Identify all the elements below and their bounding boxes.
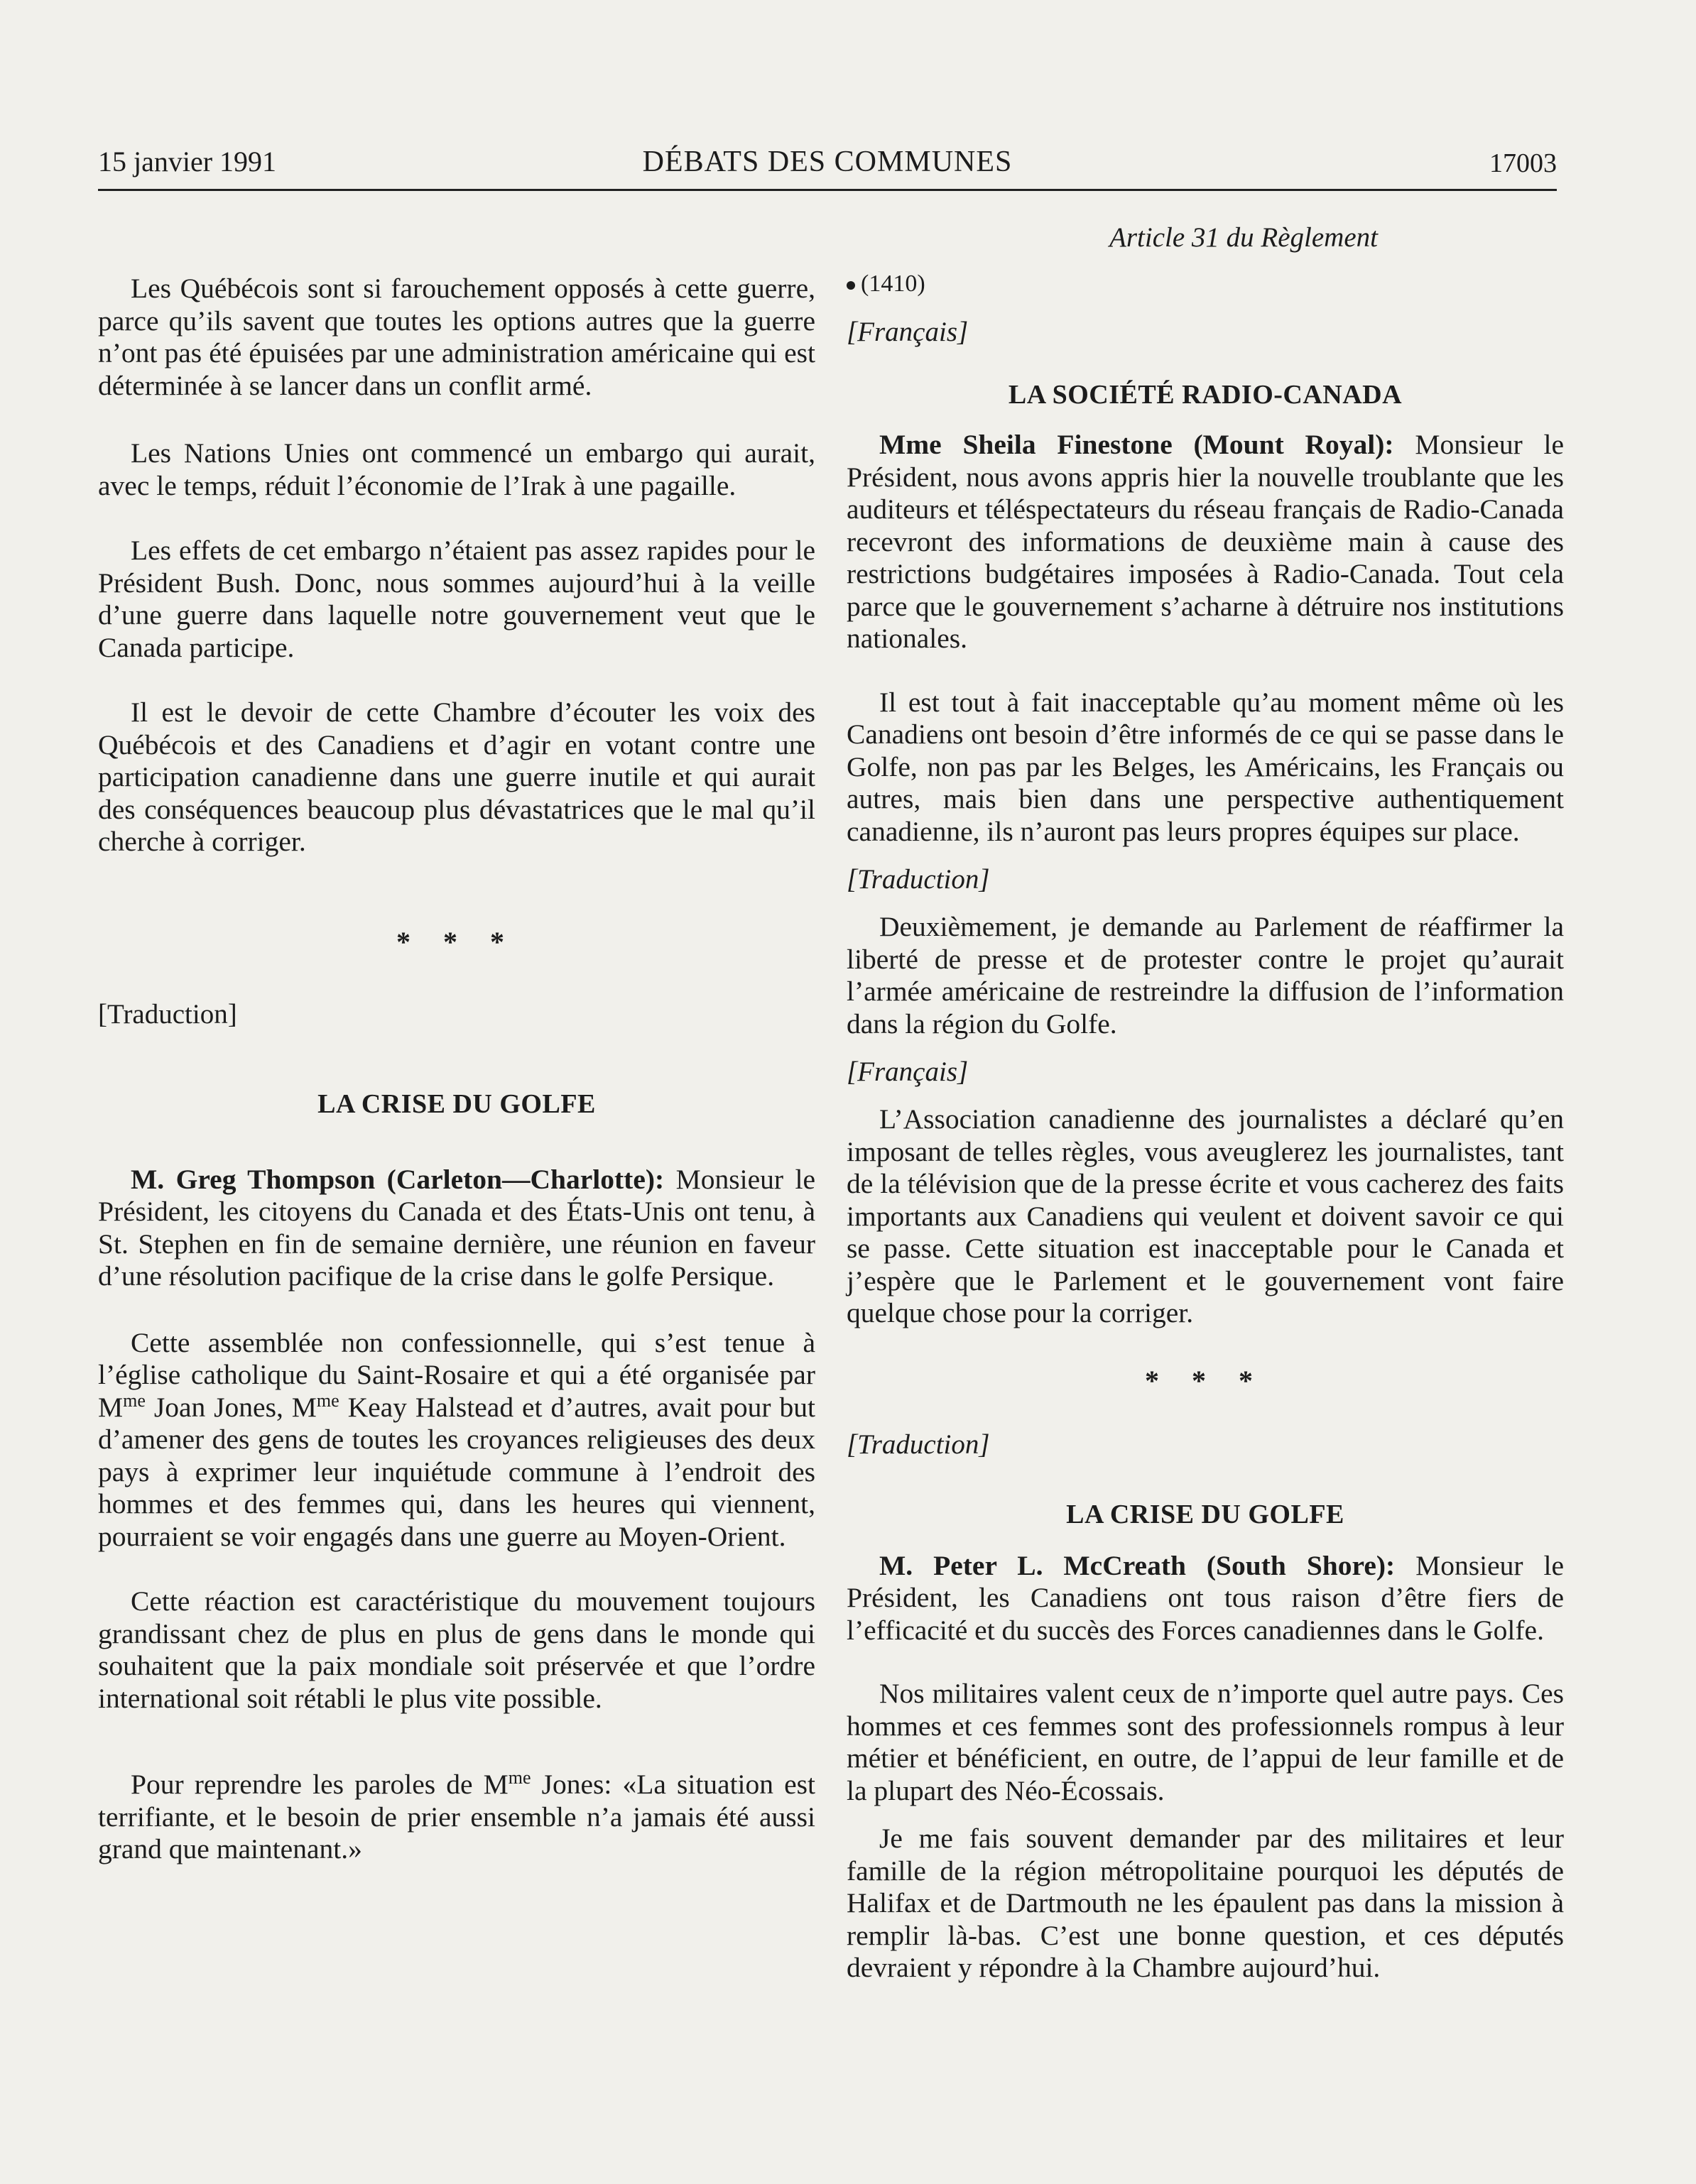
speech-paragraph (847, 1550, 1564, 1647)
header-page-number: 17003 (1489, 148, 1557, 178)
language-tag: [Français] (847, 1056, 969, 1087)
speech-text: Monsieur le Président, les Canadiens ont tous raison d’être fiers de l’efficacité et du succès des Forces canadiennes dans le Golfe. (847, 1549, 1564, 1646)
paragraph: Je me fais souvent demander par des militaires et leur famille de la région métropolitaine pourquoi les députés de Halifax et de Dartmouth ne les épaulent pas dans la mission à remplir là-bas. C’est une bonne question, et ces députés devraient y répondre à la Chambre aujourd’hui. (847, 1823, 1564, 1983)
speaker-name: Mme Sheila Finestone (Mount Royal): (879, 429, 1394, 460)
paragraph: Les effets de cet embargo n’étaient pas assez rapides pour le Président Bush. Donc, nous sommes aujourd’hui à la veille d’une guerre dans laquelle notre gouvernement veut que le Canada participe. (98, 535, 815, 663)
language-tag: [Français] (847, 317, 969, 347)
paragraph: Cette réaction est caractéristique du mouvement toujours grandissant chez de plus en plus de gens dans le monde qui souhaitent que la paix mondiale soit préservée et que l’ordre international soit rétabli le plus vite possible. (98, 1585, 815, 1714)
paragraph: Nos militaires valent ceux de n’importe quel autre pays. Ces hommes et ces femmes sont des professionnels rompus à leur métier et bénéficient, en outre, de l’appui de leur famille et de la plupart des Néo-Écossais. (847, 1678, 1564, 1806)
section-separator: * * * (396, 925, 517, 958)
speaker-name: M. Peter L. McCreath (South Shore): (879, 1549, 1396, 1581)
speech-text: Monsieur le Président, les citoyens du Canada et des États-Unis ont tenu, à St. Stephen en fin de semaine dernière, une réunion en faveur d’une résolution pacifique de la crise dans le golfe Persique. (98, 1163, 816, 1292)
paragraph: Il est tout à fait inacceptable qu’au moment même où les Canadiens ont besoin d’être informés de ce qui se passe dans le Golfe, non pas par les Belges, les Américains, les Français ou autres, mais bien dans une perspective authentiquement canadienne, ils n’auront pas leurs propres équipes sur place. (847, 686, 1564, 847)
paragraph: Il est le devoir de cette Chambre d’écouter les voix des Québécois et des Canadiens et d’agir en votant contre une participation canadienne dans une guerre inutile et qui aurait des conséquences beaucoup plus dévastatrices que le mal qu’il cherche à corriger. (98, 697, 815, 857)
header-date: 15 janvier 1991 (98, 146, 277, 178)
language-tag: [Traduction] (847, 864, 990, 895)
paragraph: Les Nations Unies ont commencé un embargo qui aurait, avec le temps, réduit l’économie de l’Irak à une pagaille. (98, 437, 815, 501)
paragraph: Pour reprendre les paroles de $M^{me}$ Jones: «La situation est terrifiante, et le besoin de prier ensemble n’a jamais été aussi grand que maintenant.» (98, 1767, 816, 1864)
speech-text: Monsieur le Président, nous avons appris hier la nouvelle troublante que les auditeurs et téléspectateurs du réseau français de Radio-Canada recevront des informations de deuxième main à cause des restrictions budgétaires imposées à Radio-Canada. Tout cela parce que le gouvernement s’acharne à détruire nos institutions nationales. (847, 429, 1564, 654)
speech-paragraph (847, 429, 1564, 655)
right-column (847, 192, 1564, 1984)
speaker-name: M. Greg Thompson (Carleton—Charlotte): (131, 1163, 665, 1195)
language-tag: [Traduction] (98, 998, 237, 1030)
timestamp: (1410) (847, 271, 1564, 297)
header-title: DÉBATS DES COMMUNES (642, 146, 1013, 178)
bullet-icon (847, 281, 855, 290)
section-heading: LA CRISE DU GOLFE (317, 1088, 596, 1119)
paragraph: Cette assemblée non confessionnelle, qui s’est tenue à l’église catholique du Saint-Rosaire et qui a été organisée par $M^{me}$ Joan Jones, $M^{me}$ Keay Halstead et d’autres, avait pour but d’amener des gens de toutes les croyances religieuses des deux pays à exprimer leur inquiétude commune à l’endroit des hommes et des femmes qui, dans les heures qui viennent, pourraient se voir engagés dans une guerre au Moyen-Orient. (98, 1326, 815, 1552)
standing-order-reference: Article 31 du Règlement (1109, 222, 1378, 253)
paragraph: Les Québécois sont si farouchement opposés à cette guerre, parce qu’ils savent que toutes les options autres que la guerre n’ont pas été épuisées par une administration américaine qui est déterminée à se lancer dans un conflit armé. (98, 273, 815, 401)
section-separator: * * * (1145, 1364, 1266, 1397)
speech-paragraph (98, 1164, 815, 1293)
paragraph: L’Association canadienne des journalistes a déclaré qu’en imposant de telles règles, vous aveuglerez les journalistes, tant de la télévision que de la presse écrite et vous cacherez des faits importants aux Canadiens qui veulent et doivent savoir ce qui se passe. Cette situation est inacceptable pour le Canada et j’espère que le Parlement et le gouvernement vont faire quelque chose pour la corriger. (847, 1103, 1564, 1328)
language-tag: [Traduction] (847, 1429, 990, 1460)
left-column (98, 192, 815, 1866)
section-heading: LA CRISE DU GOLFE (1066, 1499, 1344, 1529)
section-heading: LA SOCIÉTÉ RADIO-CANADA (1008, 380, 1403, 410)
paragraph: Deuxièmement, je demande au Parlement de réaffirmer la liberté de presse et de protester contre le projet qu’aurait l’armée américaine de restreindre la diffusion de l’information dans la région du Golfe. (847, 911, 1564, 1039)
page-header (98, 139, 1557, 191)
